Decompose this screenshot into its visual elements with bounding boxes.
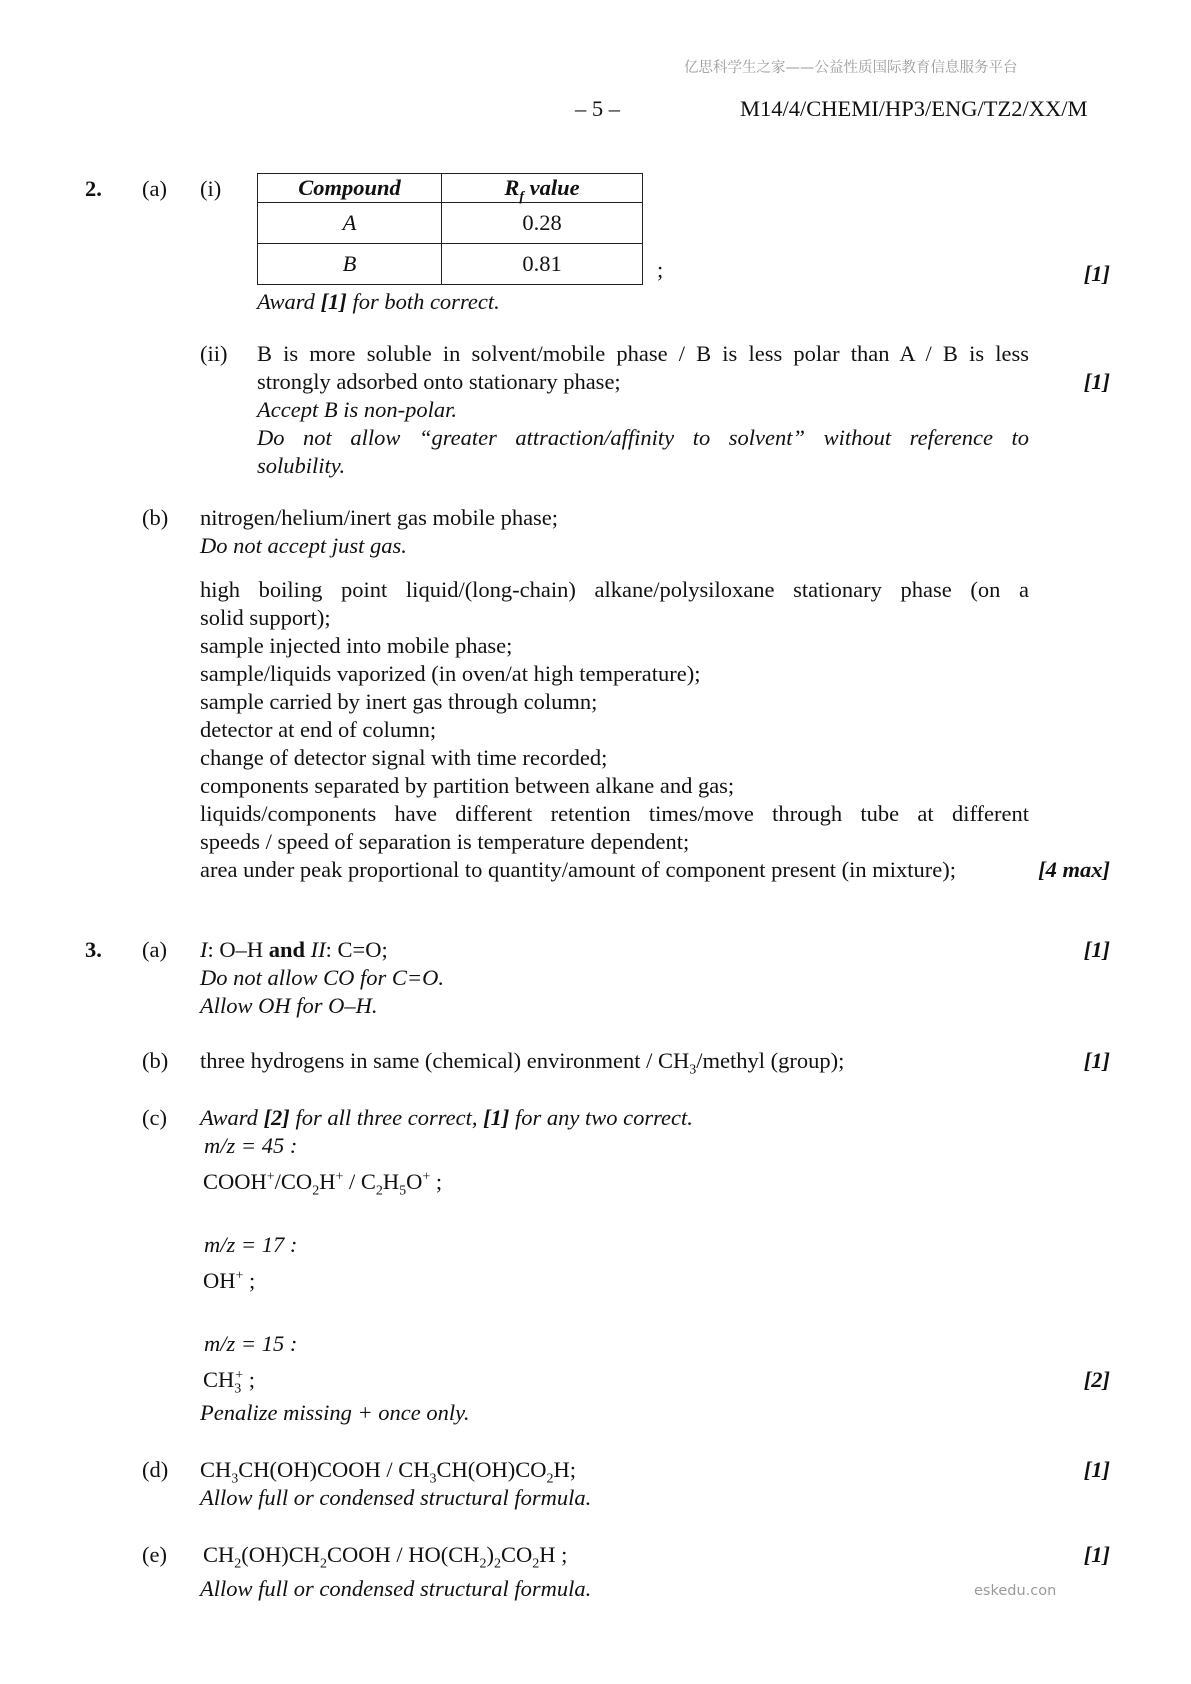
- q3c-note: Penalize missing + once only.: [200, 1400, 470, 1425]
- q2b-point: change of detector signal with time recorded;: [200, 745, 608, 770]
- q3b-mark: [1]: [1083, 1048, 1110, 1073]
- table-row: [258, 244, 643, 285]
- q2b-line1: nitrogen/helium/inert gas mobile phase;: [200, 505, 559, 530]
- q3c-award: Award [2] for all three correct, [1] for any two correct.: [200, 1105, 693, 1130]
- q3e-mark: [1]: [1083, 1542, 1110, 1567]
- q2a-ii-line2: strongly adsorbed onto stationary phase;: [257, 369, 621, 394]
- q3a-note1: Do not allow CO for C=O.: [200, 965, 444, 990]
- rf-table: [257, 173, 643, 285]
- q3c-mz45-answer: $COOH^+/CO_2H^+ / C_2H_5O^+$ ;: [203, 1169, 443, 1199]
- q2b-point: liquids/components have different retention times/move through tube at different: [200, 801, 1029, 826]
- q2a-ii-line1: B is more soluble in solvent/mobile phase / B is less polar than A / B is less: [257, 341, 1029, 366]
- q3d-answer: $CH_3CH(OH)COOH / CH_3CH(OH)CO_2H$;: [200, 1457, 577, 1487]
- q3d-note: Allow full or condensed structural formula.: [200, 1485, 592, 1510]
- q2a-ii-note3: solubility.: [257, 453, 346, 478]
- paper-code: M14/4/CHEMI/HP3/ENG/TZ2/XX/M: [740, 96, 1088, 121]
- table-row: [258, 203, 643, 244]
- q3e-answer: $CH_2(OH)CH_2COOH / HO(CH_2)_2CO_2H$ ;: [203, 1542, 568, 1572]
- q3d-mark: [1]: [1083, 1457, 1110, 1482]
- q2a-i-mark: [1]: [1083, 261, 1110, 286]
- page-number: – 5 –: [575, 96, 620, 121]
- rf-table-compound: B: [258, 244, 442, 285]
- q2a-ii-note1: Accept B is non-polar.: [257, 397, 457, 422]
- q2b-point: area under peak proportional to quantity/amount of component present (in mixture);: [200, 857, 957, 882]
- q2a-ii-note2: Do not allow “greater attraction/affinity to solvent” without reference to: [257, 425, 1029, 450]
- q3a-mark: [1]: [1083, 937, 1110, 962]
- q3c-mz45: m/z = 45 :: [204, 1133, 298, 1158]
- rf-table-value: 0.28: [442, 203, 643, 244]
- q3c-mz17-answer: OH+ ;: [203, 1268, 256, 1293]
- q3a-answer: I: O–H and II: C=O;: [200, 937, 388, 962]
- q2a-ii-label: (ii): [200, 341, 228, 366]
- q2b-point: sample/liquids vaporized (in oven/at high temperature);: [200, 661, 701, 686]
- q2a-label: (a): [142, 176, 167, 201]
- q2b-point: high boiling point liquid/(long-chain) alkane/polysiloxane stationary phase (on a: [200, 577, 1029, 602]
- q2a-i-label: (i): [200, 176, 222, 201]
- q2a-i-note: Award [1] for both correct.: [257, 289, 500, 314]
- footer-watermark: eskedu.con: [974, 1583, 1057, 1599]
- q2b-note1: Do not accept just gas.: [200, 533, 407, 558]
- rf-table-value: 0.81: [442, 244, 643, 285]
- q3c-label: (c): [142, 1105, 167, 1130]
- q2b-point: detector at end of column;: [200, 717, 437, 742]
- rf-table-compound: A: [258, 203, 442, 244]
- q3b-answer: three hydrogens in same (chemical) environment / $CH_3$/methyl (group);: [200, 1048, 845, 1078]
- q2a-ii-mark: [1]: [1083, 369, 1110, 394]
- q3c-mz17: m/z = 17 :: [204, 1232, 298, 1257]
- q2a-i-semicolon: ;: [657, 257, 664, 282]
- q2b-point: speeds / speed of separation is temperature dependent;: [200, 829, 690, 854]
- q2b-label: (b): [142, 505, 169, 530]
- q2b-point: sample injected into mobile phase;: [200, 633, 513, 658]
- q3c-mark: [2]: [1083, 1367, 1110, 1392]
- rf-table-header-compound: Compound: [258, 174, 442, 203]
- q2b-mark: [4 max]: [1038, 857, 1110, 882]
- question-number-2: 2.: [85, 176, 102, 201]
- rf-table-header-rf: $R_f$ value: [442, 174, 643, 203]
- q2b-point: sample carried by inert gas through column;: [200, 689, 598, 714]
- q3c-mz15: m/z = 15 :: [204, 1331, 298, 1356]
- q3e-label: (e): [142, 1542, 167, 1567]
- q2b-point: components separated by partition between alkane and gas;: [200, 773, 735, 798]
- q3b-label: (b): [142, 1048, 169, 1073]
- q3e-note: Allow full or condensed structural formula.: [200, 1576, 592, 1601]
- question-number-3: 3.: [85, 937, 102, 962]
- header-watermark: 亿思科学生之家——公益性质国际教育信息服务平台: [684, 60, 1018, 76]
- q3a-label: (a): [142, 937, 167, 962]
- q3d-label: (d): [142, 1457, 169, 1482]
- q3a-note2: Allow OH for O–H.: [200, 993, 378, 1018]
- q3c-mz15-answer: $CH_3^+$ ;: [203, 1367, 256, 1397]
- q2b-point: solid support);: [200, 605, 331, 630]
